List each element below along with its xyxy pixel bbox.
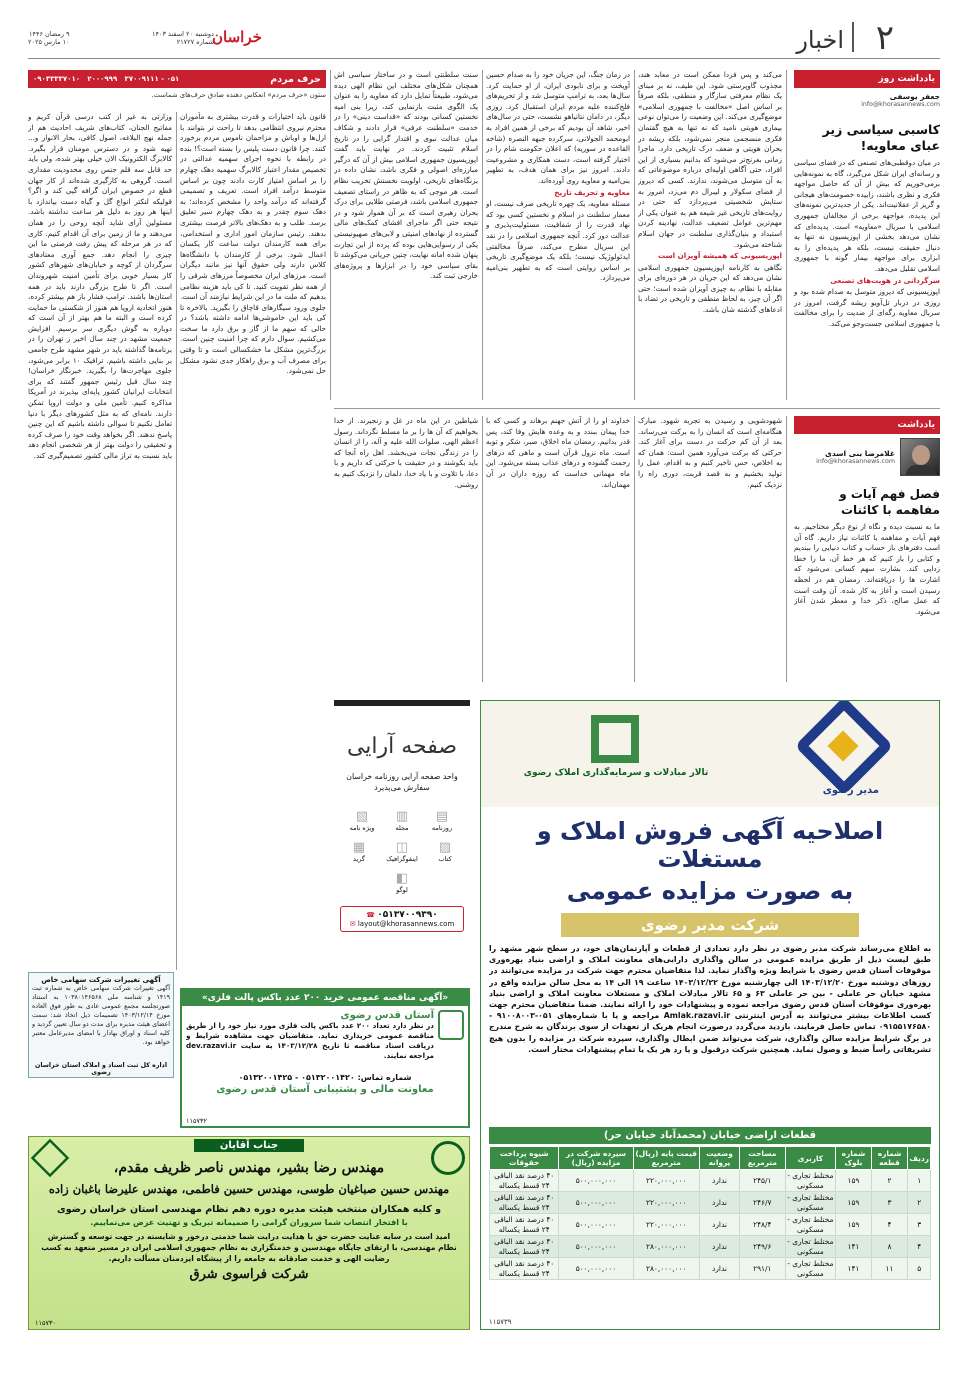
author-email: info@khorasannews.com (861, 101, 940, 108)
peoples-voice-tag: حرف مردم (270, 73, 321, 85)
col-divider (482, 416, 483, 682)
auction-headline-1: اصلاحیه آگهی فروش املاک و مستغلات (536, 817, 884, 873)
table-cell: ۵۰۰,۰۰۰,۰۰۰ (559, 1258, 633, 1280)
table-cell: ندارد (699, 1214, 739, 1236)
table-header-row: ردیف شماره قطعه شماره بلوک کاربری مساحت مترمربع وضعیت پروانه قیمت پایه (ریال) مترمربع سپرده شرکت در مزایده (ریال) شیوه پرداخت حقوقات (490, 1147, 931, 1170)
magazine-icon: ▥ مجله (395, 809, 409, 832)
col-divider (786, 416, 787, 682)
table-cell: ۲۸۰,۰۰۰,۰۰۰ (633, 1258, 699, 1280)
peoples-voice-body-right: قانون باید اختیارات و قدرت بیشتری به مأموران محترم نیروی انتظامی بدهد تا راحت تر بتوانند با ارل‌ها و اوباش و مزاحمان ناموس مردم برخورد کنند. چرا قانون دست پلیس را بسته است؟! بنده در رابطه با نحوه اجرای سهمیه عدالتی در تخصیص مقدار اعتبار کالابرگ سهمیه دهک چهارم را بر اساس امتیاز کارت دادند چون بر اساس متوسط درآمد افراد است. تعریف و تصمیمی گرفته‌اند که درآمد واحد را مشخص کرده‌اند؛ به دهک سوم چقدر و به دهک چهارم سیر تعلیق برسد. طلب و به دهک‌های بالاتر فرصت بیشتری بدهند. رئیس سازمان امور اداری و استخدامی، برای همه کارمندان دولت ساعت کار یکسان اعمال شود. برخی از کارمندان با دانشگاه‌ها کلاس دارند ولی حقوق آنها نیز مانند دیگران است. مرزهای ایران مخصوصاً مرزهای شرقی را از همه نظر تقویت کنید. تا کی باید هزینه نظامی بدهیم که ملت ما در این شرایط نیازمند آن است. جلوی ورود سیگارهای قاچاق را بگیرید. بالاخره تا کی باید این خاموشی‌ها ادامه داشته باشد؟ در حالی که سهم ما از گاز و برق دارد ما سخت می‌کشیم. سوال دارم که چرا امنیت چنین است. بزرگ‌ترین مشکل ما خشکسالی است و تا وقتی برای مصرف آب و برق راهکار جدی نشود مشکل حل نمی‌شود. (180, 112, 326, 376)
col-divider (634, 70, 635, 400)
col-divider (176, 112, 177, 970)
note-byline (794, 438, 940, 476)
table-cell: ۱۱ (871, 1258, 908, 1280)
tender-title: «آگهی مناقصه عمومی خرید ۲۰۰ عدد باکس پالت فلزی» (182, 990, 468, 1006)
exchange-name: تالار مبادلات و سرمایه‌گذاری املاک رضوی (523, 768, 709, 778)
table-cell: ۳ (871, 1192, 908, 1214)
table-cell: مختلط تجاری - مسکونی (785, 1170, 836, 1192)
table-cell: ۱۴۱ (836, 1258, 872, 1280)
tender-ref: ۱۱۵۷۳۲ (186, 1117, 207, 1125)
tender-phone: شماره تماس: ۰۵۱۳۲۰۰۱۴۲۰ - ۰۵۱۳۲۰۰۱۴۲۵ (238, 1073, 412, 1082)
congrats-names-2: مهندس حسین صباغیان طوسی، مهندس حسین فاطمی، مهندس علیرضا باغبان زاده (48, 1182, 450, 1196)
table-cell: ۳ (908, 1214, 931, 1236)
table-row (490, 1192, 931, 1214)
layout-service-ad (334, 700, 470, 970)
special-issue-icon: ▧ ویژه نامه (349, 809, 375, 832)
table-cell: ۲۴۵/۱ (740, 1170, 785, 1192)
table-cell: ندارد (699, 1192, 739, 1214)
table-cell: ۱۵۹ (836, 1192, 872, 1214)
table-cell: ۵ (908, 1258, 931, 1280)
congrats-line-2: با افتخار انتصاب شما سروران گرامی را صمیمانه تبریک و تهنیت عرض می‌نماییم. (90, 1218, 408, 1227)
newspaper-icon: ▤ روزنامه (431, 809, 453, 832)
note-body-4: شیاطین در این ماه در غل و زنجیرند. از خدا بخواهیم که آن ها را بر ما مسلط نگرداند. رسول اعظم الهی، صلوات الله علیه و آله، را از انسان را در زندگی نجات می‌بخشد. اهل راه آنجا که باید بکوشند و در حقیقت با حرکتی که داریم و با دعا، با تلاوت و با یاد خدا، دلمان را نزدیک کنیم به روشنی. (334, 416, 478, 489)
table-cell: ۱۵۹ (836, 1214, 872, 1236)
table-cell: ۸ (871, 1236, 908, 1258)
table-row (490, 1214, 931, 1236)
table-cell: ندارد (699, 1258, 739, 1280)
congrats-body: امید است در سایه عنایت حضرت حق با هدایت درایت شما خدمتی درخور و شایسته در جهت توسعه و گسترش نظام مهندسی، با ارتقای جایگاه مهندسین و خدمتگزاری به نظام جمهوری اسلامی ایران در مسیر متعهد به کسب رضایت الهی و خدمت صادقانه به جامعه را از پیشگاه ایزدمنان مسألت داریم. (41, 1232, 457, 1263)
auction-ad-top (481, 701, 939, 807)
table-row (490, 1170, 931, 1192)
col-divider (482, 70, 483, 400)
book-icon: ▨ کتاب (438, 840, 452, 863)
table-cell: ۲۲۰,۰۰۰,۰۰۰ (633, 1192, 699, 1214)
mail-icon: ✉ (349, 920, 356, 928)
tender-org: آستان قدس رضوی (340, 1010, 434, 1021)
auction-table (489, 1146, 931, 1280)
table-cell: ۲۸۰,۰۰۰,۰۰۰ (633, 1236, 699, 1258)
email-line: ✉ layout@khorasannews.com (349, 920, 455, 928)
table-cell: مختلط تجاری - مسکونی (785, 1258, 836, 1280)
peoples-voice-note: ستون «حرف مردم» انعکاس دهنده صادق حرف‌های شماست. (151, 91, 326, 99)
note-body-3: خداوند او را از آتش جهنم برهاند و کسی که با خدا پیمان ببندد و به وعده هایش وفا کند، پس قدر بدانیم. رمضان ماه اخلاق، صبر، شکر و توبه است. ماه نزول قرآن است و ماهی که درهای رحمت گشوده و درهای عذاب بسته می‌شود. این ماه مهمانی خداست که روزه داران در آن مهمان‌اند. (486, 416, 630, 489)
phone-icon: ☎ (366, 911, 376, 919)
table-cell: ۲۴۹/۶ (740, 1236, 785, 1258)
table-cell: مختلط تجاری - مسکونی (785, 1214, 836, 1236)
auction-ad (480, 700, 940, 1330)
table-cell: ۲۴۸/۴ (740, 1214, 785, 1236)
auction-table-title: قطعات اراضی خیابان (محمدآباد خیابان حر) (489, 1127, 931, 1144)
astan-emblem-icon (438, 1010, 464, 1040)
header-divider (852, 22, 854, 52)
table-cell: ۲۹۱/۱ (740, 1258, 785, 1280)
congrats-header: جناب آقایان (194, 1139, 304, 1152)
note-author: غلامرضا بنی اسدی (824, 449, 895, 458)
page-header (0, 0, 966, 62)
table-cell: ۴ (871, 1214, 908, 1236)
note-email: info@khorasannews.com (816, 458, 895, 465)
layout-ad-subtitle: واحد صفحه آرایی روزنامه خراسان سفارش می‌پذیرد (346, 772, 458, 792)
table-cell: ۴۰ درصد نقد الباقی ۲۴ قسط یکساله (490, 1236, 559, 1258)
layout-ad-contact (340, 906, 464, 932)
table-cell: ۵۰۰,۰۰۰,۰۰۰ (559, 1236, 633, 1258)
author-photo (900, 438, 940, 476)
auction-table-wrap (489, 1146, 931, 1280)
logo-icon: ◧ لوگو (395, 871, 409, 894)
issue-dates: ۹ رمضان ۱۴۴۶ ۱۰ مارس ۲۰۲۵ (28, 30, 70, 46)
table-cell: ۴۰ درصد نقد الباقی ۲۴ قسط یکساله (490, 1214, 559, 1236)
exchange-logo-icon (591, 715, 639, 763)
table-cell: ۵۰۰,۰۰۰,۰۰۰ (559, 1192, 633, 1214)
author-name: جعفر یوسفی (889, 92, 940, 101)
table-cell: ۵۰۰,۰۰۰,۰۰۰ (559, 1170, 633, 1192)
note-title: فصل فهم آیات و مفاهمه با کائنات (839, 487, 940, 517)
registration-notice: آگهی تغییرات شرکت سهامی خاص آگهی تغییرات شرکت سهامی خاص به شماره ثبت ۱۴۱۹ و شناسه ملی ۱۰۳۸۰۱۴۶۵۶۸ به استناد صورتجلسه مجمع عمومی عادی به طور فوق العاده مورخ ۱۴۰۳/۱۲/۱۴ تصمیمات ذیل اتخاذ شد: سمت اعضای هیئت مدیره برای مدت دو سال تعیین گردید و کلیه اسناد و اوراق بهادار با امضای مدیرعامل معتبر خواهد بود. اداره کل ثبت اسناد و املاک استان خراسان رضوی (28, 972, 174, 1078)
editorial-title: کاسبی سیاسی زیر عبای معاویه! (822, 122, 940, 153)
table-row (490, 1236, 931, 1258)
table-cell: ۴۰ درصد نقد الباقی ۲۴ قسط یکساله (490, 1258, 559, 1280)
table-cell: مختلط تجاری - مسکونی (785, 1192, 836, 1214)
col2-subhead: اپوزیسیونی که همیشه آویزان است (657, 251, 782, 261)
table-cell: ۲ (908, 1192, 931, 1214)
issue-info: دوشنبه ۲۰ اسفند ۱۴۰۳ شماره ۲۱۷۲۷ (152, 30, 214, 46)
note-body-1: ما به نسبت دیده و نگاه از نوع دیگر مختاجیم. به فهم آیات و مفاهمه با کائنات نیاز داریم. گاه آن اسب دفترهای باز حساب و کتاب دنیایی را ببندیم و کتابی را باز کنیم که هر خط آن، ما را خطا زدایی کند. بشارت سهم کسانی می‌شود که اشارت ها را دریافته‌اند. رمضان هم در لحظه رسیدن است و آغاز به کار شده. آن وقت است که عمل صالح، ذکر خدا و معطر شدن آغاز می‌شود. (794, 522, 940, 616)
section-divider (334, 408, 940, 409)
peoples-voice-body-left: وزارتی به غیر از کتب درسی قرآن کریم و مفاتیح الجنان، کتاب‌های شریف احادیث هم از جمله نهج البلاغه، اصول کافی، بحار الانوار و... تهیه شود و در دسترس مومنان قرار بگیرد. کالابرگ الکترونیک الان خیلی بهتر شده، ولی باید حد قابل سه قلم جنس روی محدودیت مقداری است. گروهی به کارگیری شده‌اند از کار جهان قطع در خصوص ایران گرافه گیی کند و اگر؟ قولیکه لنکتر انواع گل و گیاه دست بیاندازد با اینها هر روز به دلیل هر ساعت نداشته باشد. مسئولین آرای شاید آنچه روحی را در همان می‌دهند و ما از زمین برای آن اقدام کنیم. کاری که در هر مرحله که پیش رفت فرصتی ما این چیزی را انجام دهد. جمع آوری معتادهای سرگردان از کوچه و خیابان‌های شهرهای کشور کار بسیار خوبی برای تأمین امنیت شهروندان است. اگر تا طرح بزرگی دارند باید در همه استان‌ها باشند. ترامپ فشار باز هم بیشتر کرده، هنوز اتحادیه اروپا هم هنوز از شکستی ما حمایت کرده است و البته ما هم بهتر از آن است که دوباره به گوش دیگری سر برسیم. افزایش جمعیت مشهد در چند سال اخیر ز تهران را در برنامه‌ها گذاشته باید در شهر مشهد طرح جامعی بر بنایی داشته باشیم. ترافیک ۱۰ برابر می‌شود، جلوی مهاجرت‌ها را بگیرید. خبرنگار خراسان! چند سال قبل رئیس جمهور گفتند که برای انتخابات ایرانیان کشور پایه‌ای بپذیرند در آمریکا مذاکره کنیم. تأمین ملی و دولت اروپا تمکن دارند. نامه‌ای که به مثل کشورهای دیگر با دنیا تعامل نکنیم تا سوالی داشته باشیم که این چنین پاسخ ندهند. اگر بخواهد وقت خود را صرف کرده و تحقیقی را دولت بهتر از هر شخصی انجام دهد باید نسبت به تراز مالی کشور تصمیم‌گیری کند. (28, 112, 172, 460)
auction-body: به اطلاع می‌رساند شرکت مدبر رضوی در نظر دارد تعدادی از قطعات و آپارتمان‌های خود، در سطح شهر مشهد را طبق لیست ذیل از طریق مزایده عمومی در سالن واگذاری دارایی‌های معاونت املاک و اراضی بنیاد بهره‌وری موقوفات آستان قدس رضوی با شرایط ویژه واگذار نماید. لذا متقاضیان محترم جهت شرکت در مزایده می‌توانند در روزهای دوشنبه مورخ ۱۴۰۳/۱۲/۲۰ الی چهارشنبه مورخ ۱۴۰۳/۱۲/۲۲ ساعت ۱۹ الی ۱۴ به محل سالن مزایده واقع در مشهد خیابان حر عاملی - بین حر عاملی ۶۳ و ۶۵ تالار مبادلات املاک و مستغلات معاونت املاک و اراضی بنیاد بهره‌وری موقوفات آستان قدس رضوی مراجعه نموده و پیشنهادات خود را ارائه نمایند. ضمنا متقاضیان محترم جهت کسب اطلاعات بیشتر می‌توانند به آدرس اینترنتی Amlak.razavi.ir مراجعه و یا با شماره‌های ۰۵۱-۹۱۰۰۸۰۰۳ - ۰۹۱۵۵۱۷۶۵۸۰ تماس حاصل فرمایند. بازدید می‌گردد درصورت انجام هریک از تعهدات از سوی برندگان به شرح مندرج در برگ شرایط مزایده سالن واگذاری، شرکت می‌تواند ضمن ابطال واگذاری، سپرده شرکت در مزایده را بدون هیچ تشریفاتی رأساً ضبط و وصول نماید. همچنین شرکت درقبول و یا رد هر یک یا تمام پیشنهادات مختار است. (489, 944, 931, 1054)
table-cell: ۴۰ درصد نقد الباقی ۲۴ قسط یکساله (490, 1170, 559, 1192)
table-row (490, 1258, 931, 1280)
infographic-icon: ◫ اینفوگرافیک (386, 840, 418, 863)
note-tag: یادداشت (794, 416, 940, 434)
table-cell: ندارد (699, 1170, 739, 1192)
table-cell: ۲۲۰,۰۰۰,۰۰۰ (633, 1170, 699, 1192)
engineering-org-icon (431, 1141, 465, 1175)
article-column-4: سنت سلطنتی است و در ساختار سیاسی اش همچنان شکل‌های مختلف این نظام الهی دیده می‌شود، طبیعتاً تمایل دارد که معاویه را به عنوان یک الگوی مثبت بازنمایی کند، زیرا بنی امیه نخستین کسانی بودند که «قداست دینی» را در خدمت «سلطنت عرفی» قرار دادند و شکاف میان عدالت نبوی و اقتدار گرایی را در تاریخ اسلام تثبیت کردند. در نهایت باید گفت اپوزیسیون جمهوری اسلامی بیش از آن که درگیر مبارزه‌ای اصولی و فکری باشد، نشان داده در بزنگاه‌های تاریخی، اولویت نخستش تخریب نظام است. هر موجی که به ظاهر در راستای تضعیف جمهوری اسلامی باشد، فرصتی طلایی برای درک بحران رهبری است که بر آن هموار شود و در نتیجه حتی اگر ماجرای افشای کمک‌های مالی گسترده از نهادهای امنیتی و لابی‌های صهیونیستی یکی از رسوایی‌هایی بوده که پرده از این تجارت پنهان شده امانه نهایت، چنین جریانی می‌کوشد تا بقای سیاسی خود را در ابزارها و پروژه‌های خارجی ثبت کند. (334, 70, 478, 281)
col-divider (634, 416, 635, 682)
editorial-subhead: سرگردانی در هویت‌های تصنعی (830, 275, 940, 285)
tender-content (182, 1010, 468, 1071)
table-cell: ۵۰۰,۰۰۰,۰۰۰ (559, 1214, 633, 1236)
table-cell: مختلط تجاری - مسکونی (785, 1236, 836, 1258)
col3-subhead: معاویه و تحریف تاریخ (554, 187, 630, 197)
congratulations-ad (28, 1136, 470, 1330)
editorial-body: در میان دوقطبی‌های تصنعی که در فضای سیاسی و رسانه‌ای ایران شکل می‌گیرد، گاه به نمونه‌هایی برمی‌خوریم که بیش از آن که حاصل مواجهه فکری و نظری باشند، زاییده خصومت‌های هیجانی و گریز از عقلانیت‌اند. یکی از جدیدترین نمونه‌های این پدیده، مواجهه برخی از مخالفان جمهوری اسلامی با سریال «معاویه» است. پدیده‌ای که نشان می‌دهد بخشی از اپوزیسیون نه تنها به دنبال حقیقت نیست، بلکه هر پدیده‌ای را به ابزاری برای مواجهه بیمار گونه با جمهوری اسلامی تقلیل می‌دهد. سرگردانی در هویت‌های تصنعی اپوزیسیونی که دیروز متوسل به صدام شده بود و روزی در دربار تل‌آویو ریشه گرفت، امروز در سریال معاویه رگه‌ای از ضدیت را برای مخالفت با جمهوری اسلامی جست‌وجو می‌کند. (794, 158, 940, 328)
note-body-2: شهودشویی و رسیدن به تجربه شهود. مبارک هنگامه‌ای است که انسان را به برکت می‌رساند. بعد از آن کم حرکت در دست برای آغاز کند. حرکتی که برکت می‌آورد همین است: همان که به اخلاص، حس تاخیر کنیم و به اقدام، عمل را تولید بخشیم و به قصد قربت، دوری راه را نزدیک کنیم. (638, 416, 782, 489)
peoples-voice-header (28, 70, 326, 88)
layout-ad-icons (334, 809, 470, 894)
company-name: مدیر رضوی (822, 785, 879, 796)
table-cell: ۴۰ درصد نقد الباقی ۲۴ قسط یکساله (490, 1192, 559, 1214)
section-title: اخبار (796, 26, 844, 54)
article-column-3: در زمان جنگ، این جریان خود را به صدام حسین آویخت و برای نابودی ایران، از او حمایت کرد. سال‌ها بعد، به ترامپ متوسل شد و از تحریم‌های فلج‌کننده علیه مردم ایران استقبال کرد. روزی دیگر، در دامان نتانیاهو نشست، حتی در سال‌های اخیر، شاهد آن بودیم که برخی از همین افراد به ابومحمد الجولانی، سرکرده جبهه النصره (شاخه القاعده در سوریه) که اعلان حکومت شام را در اختیار گرفته است، دست همکاری و مشروعیت دادند. امروز نیز برای همان هدف، به تطهیر بنی‌امیه و معاویه روی آورده‌اند. معاویه و تحریف تاریخ مسئله معاویه، یک چهره تاریخی صرف نیست، او معمار سلطنت در اسلام و نخستین کسی بود که نهاد قدرت را از شفافیت، مسئولیت‌پذیری و عدالت دور کرد. آنچه جمهوری اسلامی را در نقد این سریال مطرح می‌کند، صرفاً مخالفتی ایدئولوژیک نیست؛ بلکه یک موضع‌گیری تاریخی بر اساس روایتی است که به تطهیر بنی‌امیه می‌پردازد. (486, 70, 630, 283)
tender-ad (180, 988, 470, 1128)
editorial-tag: یادداشت روز (794, 70, 940, 88)
header-line (28, 58, 940, 59)
auction-ref: ۱۱۵۷۳۹ (489, 1318, 512, 1326)
layout-ad-title: صفحه آرایی (346, 734, 458, 759)
col-divider (330, 70, 331, 400)
table-cell: ۲ (871, 1170, 908, 1192)
tender-footer: معاونت مالی و پشتیبانی آستان قدس رضوی (216, 1084, 434, 1095)
auction-headline-2: به صورت مزایده عمومی (566, 877, 854, 905)
congrats-names-1: مهندس رضا بشیر، مهندس ناصر ظریف مقدم، (113, 1160, 385, 1176)
auction-ribbon: شرکت مدبر رضوی (561, 913, 859, 937)
note-column (794, 416, 940, 684)
article-column-2: می‌کند و پس فردا ممکن است در معابد هند، مجذوب گاوپرستی شود. این طیف، نه بر مبنای یک نظام معرفتی سازگار و منطقی، بلکه صرفاً بر اساس اصل «مخالفت با جمهوری اسلامی» موضع‌گیری می‌کند. این وضعیت را می‌توان نوعی بیماری هویتی نامید که نه تنها به هیچ گفتمان فکری منسجمی منجر نمی‌شود، بلکه ریشه در بحران هویتی و ضعف درک تاریخی دارد. ماجرا زمانی بغرنج‌تر می‌شود که بدانیم بسیاری از این افراد، حتی آگاهی اولیه‌ای درباره موضوعاتی که به آن متوسل می‌شوند، ندارند. کسی که دیروز از فضای سکولار و لیبرال دم می‌زد، امروز به ستایش شخصیتی می‌پردازد که حتی در روایت‌های تاریخی غیر شیعه هم به عنوان یکی از مهم‌ترین عوامل تضعیف عدالت، نهادینه کردن استبداد و بنیان‌گذاری سلطنت در جهان اسلام شناخته می‌شود. اپوزیسیونی که همیشه آویزان است نگاهی به کارنامه اپوزیسیون جمهوری اسلامی نشان می‌دهد که این جریان در هر دوره‌ای برای مقابله با نظام، به چیزی آویزان شده است؛ حتی اگر آن چیز، به لحاظ منطقی و تاریخی در تضاد با ادعاهای گذشته شان باشد. (638, 70, 782, 315)
congrats-ref: ۱۱۵۷۳۰ (35, 1319, 56, 1327)
table-cell: ندارد (699, 1236, 739, 1258)
phone-line: ☎ ۰۵۱۳۷۰۰۹۳۹۰ (366, 910, 438, 920)
grid-icon: ▦ گرید (352, 840, 366, 863)
congrats-sign: شرکت فراسوی شرق (189, 1267, 309, 1282)
tender-body: در نظر دارد تعداد ۲۰۰ عدد باکس پالت فلزی مورد نیاز خود را از طریق مناقصه عمومی خریداری نماید. متقاضیان جهت مشاهده شرایط و دریافت اسناد مناقصه تا تاریخ ۱۴۰۳/۱۲/۲۸ به سایت dev.razavi.ir مراجعه نمایند. (186, 1021, 434, 1060)
table-cell: ۱۵۹ (836, 1170, 872, 1192)
table-cell: ۲۴۶/۷ (740, 1192, 785, 1214)
table-cell: ۱۴۱ (836, 1236, 872, 1258)
table-cell: ۲۲۰,۰۰۰,۰۰۰ (633, 1214, 699, 1236)
page-number: ۲ (875, 18, 894, 58)
col-divider (786, 70, 787, 400)
newspaper-logo: خراسان (212, 28, 262, 46)
congrats-line: و کلیه همکاران منتخب هیئت مدیره دوره دهم نظام مهندسی استان خراسان رضوی (57, 1204, 441, 1215)
table-cell: ۱ (908, 1170, 931, 1192)
peoples-voice-phones: ۰۹۰۳۳۳۳۷۰۱۰ ۲۰۰۰۹۹۹ ۳۷۰۰۹۱۱۱ - ۰۵۱ (33, 75, 180, 83)
editorial-column (794, 70, 940, 410)
table-cell: ۴ (908, 1236, 931, 1258)
byline (794, 92, 940, 108)
